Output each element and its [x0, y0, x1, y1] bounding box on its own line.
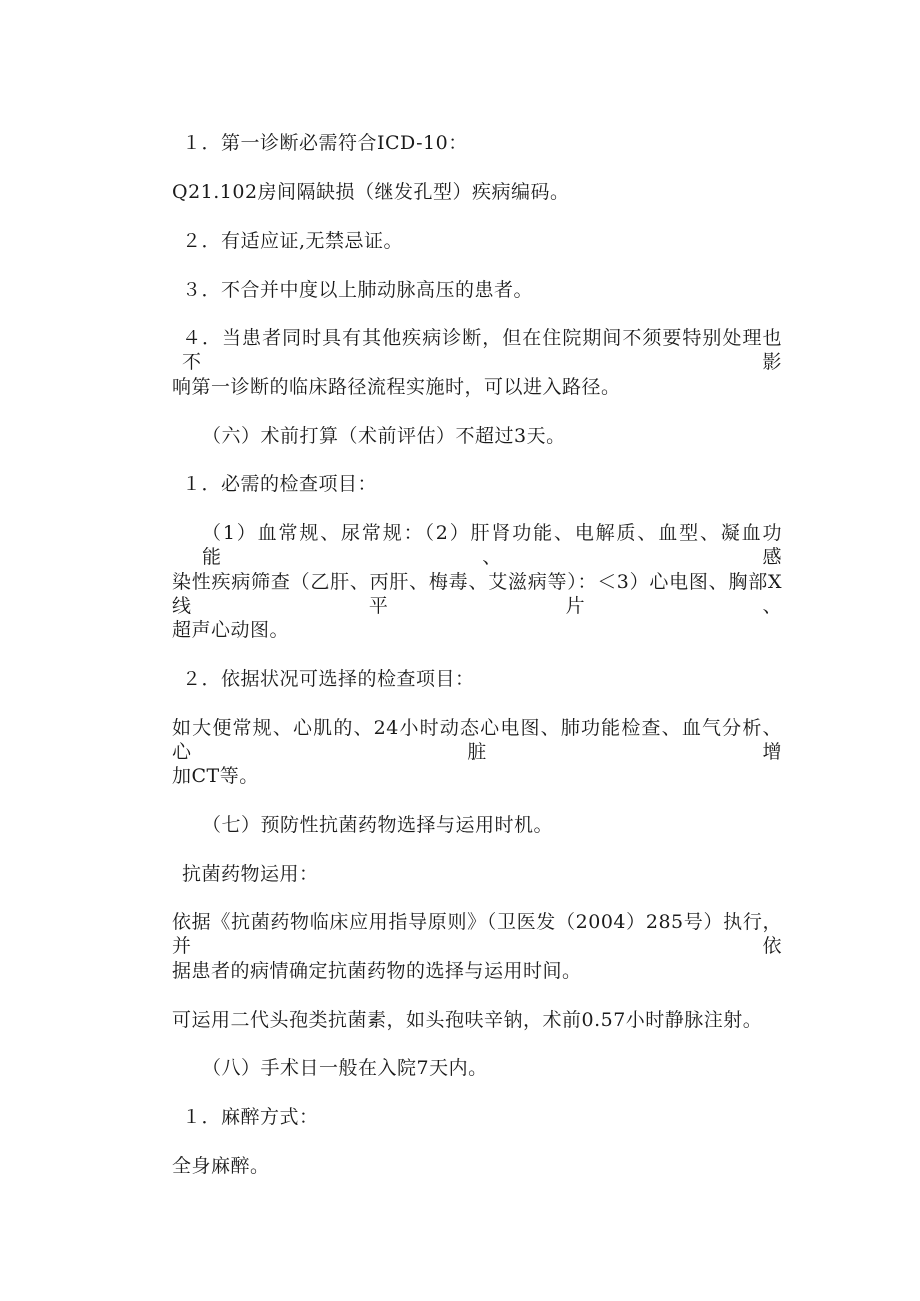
text-line: ４．当患者同时具有其他疾病诊断，但在住院期间不须要特别处理也不影 — [182, 327, 782, 373]
text-line: 超声心动图。 — [172, 619, 290, 641]
text-line: １．第一诊断必需符合ICD-10： — [182, 132, 468, 154]
text-line: ２．有适应证,无禁忌证。 — [182, 230, 404, 252]
section-heading: （六）术前打算（术前评估）不超过3天。 — [202, 425, 566, 447]
text-line: 染性疾病筛查（乙肝、丙肝、梅毒、艾滋病等）：＜3）心电图、胸部X线平片、 — [172, 571, 782, 617]
text-line: 加CT等。 — [172, 765, 259, 787]
text-line: １．必需的检查项目： — [182, 473, 378, 495]
section-heading: （八）手术日一般在入院7天内。 — [202, 1057, 488, 1079]
text-line: ２．依据状况可选择的检查项目： — [182, 668, 475, 690]
text-line: （1）血常规、尿常规：（2）肝肾功能、电解质、血型、凝血功能、感 — [202, 522, 782, 568]
text-line: 全身麻醉。 — [172, 1155, 270, 1177]
text-line: １．麻醉方式： — [182, 1106, 319, 1128]
text-line: 响第一诊断的临床路径流程实施时，可以进入路径。 — [172, 376, 621, 398]
text-line: 如大便常规、心肌的、24小时动态心电图、肺功能检查、血气分析、心脏增 — [172, 717, 782, 763]
text-line: ３．不合并中度以上肺动脉高压的患者。 — [182, 279, 534, 301]
text-line: 据患者的病情确定抗菌药物的选择与运用时间。 — [172, 960, 582, 982]
text-line: 可运用二代头孢类抗菌素，如头孢呋辛钠，术前0.57小时静脉注射。 — [172, 1009, 763, 1031]
section-heading: （七）预防性抗菌药物选择与运用时机。 — [202, 814, 554, 836]
text-line: 依据《抗菌药物临床应用指导原则》（卫医发（2004）285号）执行，并依 — [172, 911, 782, 957]
text-line: 抗菌药物运用： — [182, 863, 319, 885]
text-line: Q21.102房间隔缺损（继发孔型）疾病编码。 — [172, 181, 570, 203]
